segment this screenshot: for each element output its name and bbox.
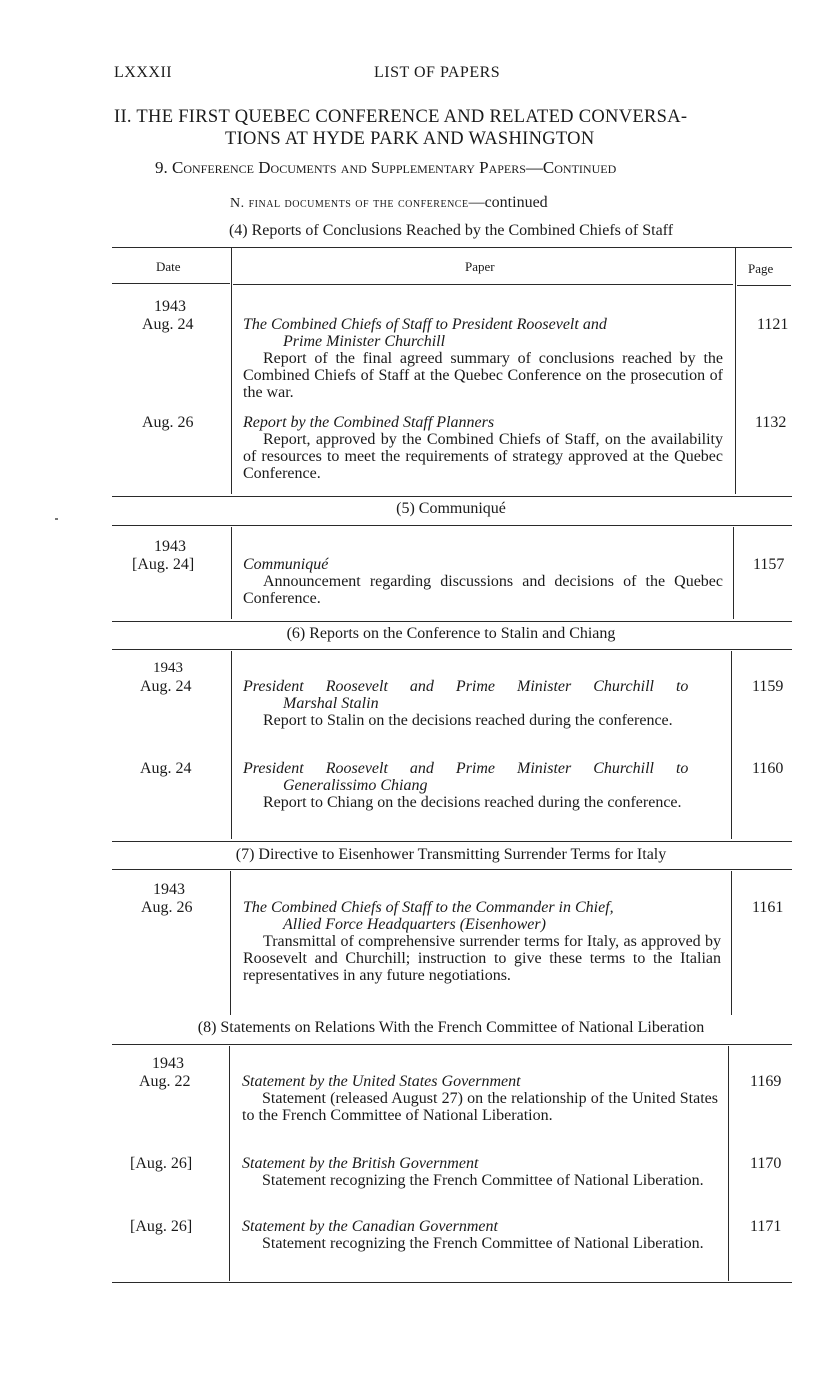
part-title-line2: TIONS AT HYDE PARK AND WASHINGTON xyxy=(225,129,595,149)
entry-page: 1132 xyxy=(755,414,787,431)
group-title-5: (5) Communiqué xyxy=(396,500,506,517)
column-divider xyxy=(733,527,734,619)
subsection-title xyxy=(230,194,548,212)
table-rule xyxy=(112,621,792,622)
header-rule xyxy=(112,283,230,284)
part-title xyxy=(114,106,796,150)
table-rule xyxy=(112,496,792,497)
entry-page: 1159 xyxy=(752,678,784,695)
table-rule xyxy=(112,1044,792,1045)
entry-description: Statement recognizing the French Committee of National Liberation. xyxy=(262,1235,704,1252)
column-header-date: Date xyxy=(156,259,181,274)
group-title-7: (7) Directive to Eisenhower Transmitting Surrender Terms for Italy xyxy=(235,846,667,863)
column-divider xyxy=(735,247,736,494)
list-item xyxy=(242,1155,718,1189)
list-item xyxy=(243,414,723,482)
column-divider xyxy=(231,527,232,619)
entry-date: [Aug. 26] xyxy=(130,1155,193,1172)
entry-date: [Aug. 26] xyxy=(130,1218,193,1235)
section-title: 9. Conference Documents and Supplementary Papers—Continued xyxy=(155,158,617,177)
list-item xyxy=(243,678,721,729)
header-rule xyxy=(737,285,791,286)
entry-page: 1169 xyxy=(750,1073,782,1090)
entry-description: Statement recognizing the French Committee of National Liberation. xyxy=(262,1172,704,1189)
entry-date: Aug. 26 xyxy=(142,414,194,431)
entry-description: Announcement regarding discussions and decisions of the Quebec Conference. xyxy=(243,573,723,607)
group-title-4: (4) Reports of Conclusions Reached by the Combined Chiefs of Staff xyxy=(228,222,674,239)
entry-page: 1161 xyxy=(752,899,784,916)
entry-title: Statement by the Canadian Government xyxy=(242,1218,498,1235)
subsection-continued: —continued xyxy=(468,194,548,211)
column-divider xyxy=(728,1046,729,1281)
group-title-8: (8) Statements on Relations With the French Committee of National Liberation xyxy=(197,1019,705,1036)
running-title: LIST OF PAPERS xyxy=(374,64,501,81)
list-item xyxy=(243,899,721,984)
stray-mark xyxy=(55,518,58,520)
entry-description: Statement (released August 27) on the relationship of the United States to the French Committee of National Liberation. xyxy=(242,1090,718,1124)
column-divider xyxy=(229,1046,230,1281)
entry-title: President Roosevelt and Prime Minister Churchill to xyxy=(243,760,689,777)
entry-title: Statement by the United States Government xyxy=(242,1073,521,1090)
entry-date: Aug. 24 xyxy=(142,316,194,333)
entry-title: Statement by the British Government xyxy=(242,1155,479,1172)
entry-year: 1943 xyxy=(152,1055,184,1072)
entry-title: Report by the Combined Staff Planners xyxy=(243,414,495,431)
entry-description: Transmittal of comprehensive surrender terms for Italy, as approved by Roosevelt and Churchill; instruction to give these terms to the Italian representatives in any future negotiations. xyxy=(243,933,721,984)
entry-date: Aug. 26 xyxy=(141,899,193,916)
list-item xyxy=(242,1073,718,1124)
table-rule xyxy=(112,841,792,842)
table-rule xyxy=(112,869,792,870)
subsection-caption: N. final documents of the conference xyxy=(230,196,469,211)
entry-page: 1170 xyxy=(750,1155,782,1172)
column-divider xyxy=(231,651,232,839)
entry-title-cont: Allied Force Headquarters (Eisenhower) xyxy=(283,916,546,933)
column-divider xyxy=(731,651,732,839)
header-rule xyxy=(233,284,733,285)
column-header-paper: Paper xyxy=(465,259,495,274)
table-rule xyxy=(112,247,792,248)
entry-year: 1943 xyxy=(154,298,186,315)
table-rule xyxy=(112,649,792,650)
column-divider xyxy=(731,871,732,1015)
table-rule xyxy=(112,1282,792,1283)
entry-title: The Combined Chiefs of Staff to President Roosevelt and xyxy=(243,316,607,333)
entry-year: 1943 xyxy=(153,881,185,898)
entry-date: Aug. 24 xyxy=(140,678,192,695)
entry-page: 1171 xyxy=(750,1218,782,1235)
list-item xyxy=(243,556,723,607)
entry-date: Aug. 22 xyxy=(139,1073,191,1090)
group-title-6: (6) Reports on the Conference to Stalin and Chiang xyxy=(286,625,616,642)
entry-year: 1943 xyxy=(154,538,186,555)
entry-description: Report to Chiang on the decisions reached during the conference. xyxy=(263,794,682,811)
entry-date: [Aug. 24] xyxy=(132,556,195,573)
column-header-page: Page xyxy=(748,261,774,276)
column-divider xyxy=(231,247,232,494)
entry-page: 1121 xyxy=(757,316,789,333)
entry-title-cont: Generalissimo Chiang xyxy=(283,777,428,794)
entry-description: Report to Stalin on the decisions reached during the conference. xyxy=(263,712,673,729)
list-item xyxy=(242,1218,718,1252)
column-divider xyxy=(230,871,231,1015)
entry-page: 1157 xyxy=(753,556,785,573)
part-title-line1: II. THE FIRST QUEBEC CONFERENCE AND RELATED CONVERSA- xyxy=(114,107,688,127)
entry-description: Report of the final agreed summary of conclusions reached by the Combined Chiefs of Staff at the Quebec Conference on the prosecution of the war. xyxy=(243,350,723,401)
entry-year: 1943 xyxy=(153,660,183,676)
entry-page: 1160 xyxy=(752,760,784,777)
entry-description: Report, approved by the Combined Chiefs of Staff, on the availability of resources to meet the requirements of strategy approved at the Quebec Conference. xyxy=(243,431,723,482)
list-item xyxy=(243,316,723,401)
list-item xyxy=(243,760,721,811)
entry-title: The Combined Chiefs of Staff to the Commander in Chief, xyxy=(243,899,614,916)
entry-date: Aug. 24 xyxy=(140,760,192,777)
page-number: LXXXII xyxy=(114,64,173,81)
entry-title: Communiqué xyxy=(243,556,329,573)
entry-title: President Roosevelt and Prime Minister Churchill to xyxy=(243,678,689,695)
entry-title-cont: Marshal Stalin xyxy=(283,695,379,712)
entry-title-cont: Prime Minister Churchill xyxy=(283,333,446,350)
table-rule xyxy=(112,525,792,526)
